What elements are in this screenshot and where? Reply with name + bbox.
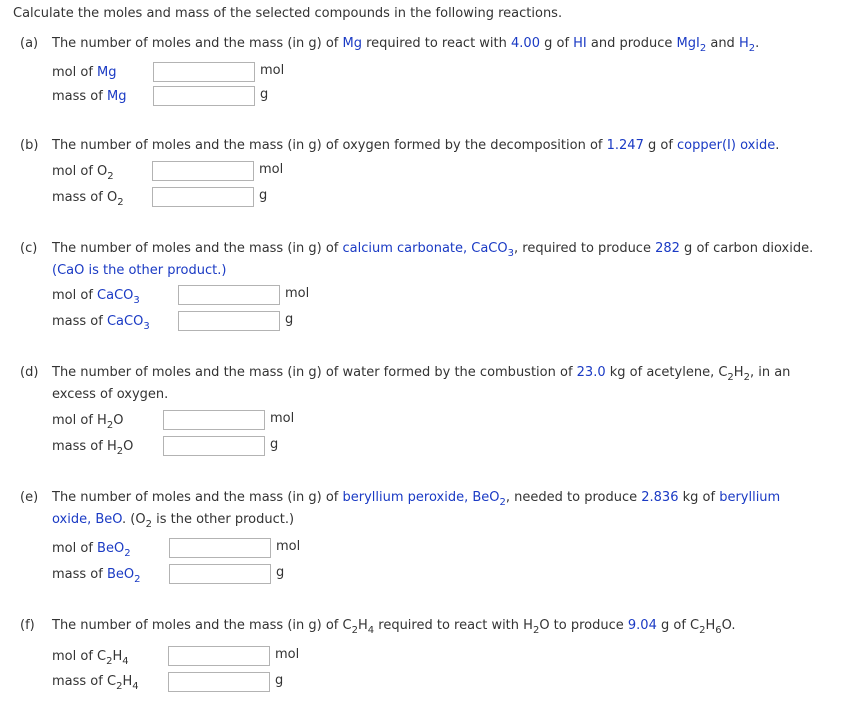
question-e-line2: oxide, BeO. ($O_2$ is the other product.) <box>52 512 295 530</box>
unit-mol-b: mol <box>253 161 283 181</box>
unit-g-c: g <box>279 311 293 331</box>
unit-mol-e: mol <box>270 538 300 558</box>
row-label-mol-mg: mol of Mg <box>52 65 117 80</box>
mass-caco3-input[interactable] <box>178 311 280 331</box>
mol-mg-input[interactable] <box>153 62 255 82</box>
mol-caco3-input[interactable] <box>178 285 280 305</box>
mass-beo2-input[interactable] <box>169 564 271 584</box>
question-d-line2: excess of oxygen. <box>52 387 169 402</box>
unit-g-d: g <box>264 436 278 456</box>
mol-c2h4-input[interactable] <box>168 646 270 666</box>
mol-o2-input[interactable] <box>152 161 254 181</box>
unit-mol-c: mol <box>279 285 309 305</box>
mol-h2o-input[interactable] <box>163 410 265 430</box>
row-label-mass-mg: mass of Mg <box>52 89 127 104</box>
mol-beo2-input[interactable] <box>169 538 271 558</box>
label-c: (c) <box>20 241 38 256</box>
row-label-mol-caco3: mol of CaCO$_3$ <box>52 288 140 306</box>
mass-mg-input[interactable] <box>153 86 255 106</box>
row-label-mass-caco3: mass of CaCO$_3$ <box>52 314 150 332</box>
question-c-line2: (CaO is the other product.) <box>52 263 227 278</box>
unit-g-b: g <box>253 187 267 207</box>
row-label-mol-c2h4: mol of $C_2H_4$ <box>52 649 129 667</box>
unit-mol-a: mol <box>254 62 284 82</box>
mass-h2o-input[interactable] <box>163 436 265 456</box>
label-f: (f) <box>20 618 35 633</box>
question-f: The number of moles and the mass (in g) of $C_2H_4$ required to react with $H_2O$ to produce 9.04 g of $C_2H_6O$. <box>52 618 736 636</box>
row-label-mass-h2o: mass of $H_2O$ <box>52 439 134 457</box>
mass-c2h4-input[interactable] <box>168 672 270 692</box>
instructions: Calculate the moles and mass of the selected compounds in the following reactions. <box>13 6 563 21</box>
row-label-mass-o2: mass of $O_2$ <box>52 190 124 208</box>
unit-g-e: g <box>270 564 284 584</box>
question-d: The number of moles and the mass (in g) of water formed by the combustion of 23.0 kg of acetylene, $C_2H_2$, in an <box>52 365 791 383</box>
label-d: (d) <box>20 365 39 380</box>
question-a: The number of moles and the mass (in g) of Mg required to react with 4.00 g of HI and produce MgI$_2$ and $H_2$. <box>52 36 760 54</box>
row-label-mol-h2o: mol of $H_2O$ <box>52 413 124 431</box>
unit-mol-d: mol <box>264 410 294 430</box>
mass-o2-input[interactable] <box>152 187 254 207</box>
unit-g-f: g <box>269 672 283 692</box>
label-e: (e) <box>20 490 39 505</box>
question-e: The number of moles and the mass (in g) of beryllium peroxide, BeO$_2$, needed to produce 2.836 kg of beryllium <box>52 490 781 508</box>
question-b: The number of moles and the mass (in g) of oxygen formed by the decomposition of 1.247 g of copper(I) oxide. <box>52 138 780 153</box>
row-label-mol-o2: mol of $O_2$ <box>52 164 114 182</box>
row-label-mol-beo2: mol of BeO$_2$ <box>52 541 131 559</box>
unit-mol-f: mol <box>269 646 299 666</box>
label-b: (b) <box>20 138 39 153</box>
row-label-mass-beo2: mass of BeO$_2$ <box>52 567 141 585</box>
label-a: (a) <box>20 36 39 51</box>
row-label-mass-c2h4: mass of $C_2H_4$ <box>52 674 139 692</box>
question-c: The number of moles and the mass (in g) of calcium carbonate, CaCO$_3$, required to produce 282 g of carbon dioxide. <box>52 241 814 259</box>
unit-g-a: g <box>254 86 268 106</box>
